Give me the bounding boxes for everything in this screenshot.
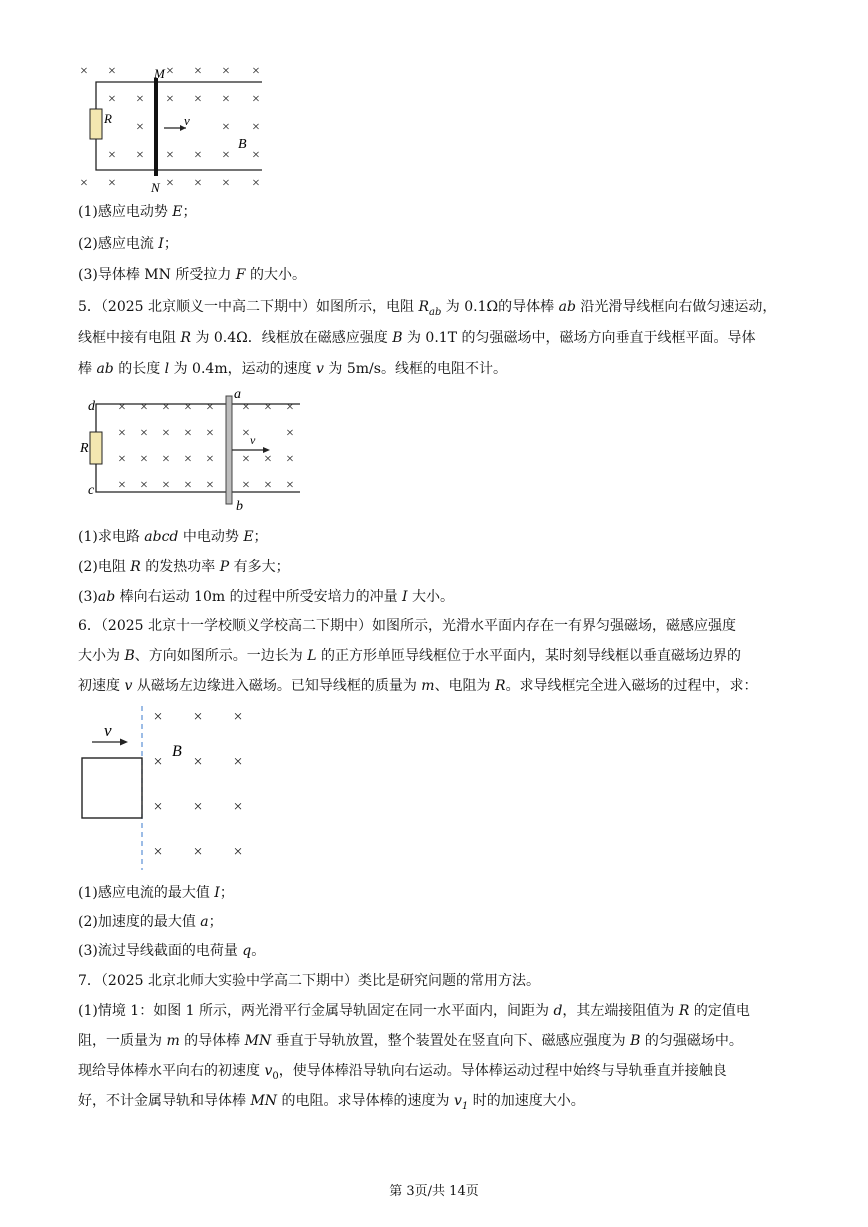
- field-cross-mark: ×: [140, 478, 148, 494]
- field-cross-mark: ×: [242, 452, 250, 468]
- label-B: B: [172, 743, 182, 760]
- q4-sub2: (2)感应电流 I；: [78, 236, 178, 252]
- field-cross-mark: ×: [286, 426, 294, 442]
- field-cross-mark: ×: [166, 176, 174, 192]
- field-cross-mark: ×: [222, 92, 230, 108]
- field-cross-mark: ×: [166, 148, 174, 164]
- field-cross-mark: ×: [233, 753, 243, 771]
- q5-line2: 线框中接有电阻 R 为 0.4Ω．线框放在磁感应强度 B 为 0.1T 的匀强磁场中，磁场方向垂直于线框平面。导体: [78, 330, 756, 346]
- field-cross-mark: ×: [264, 478, 272, 494]
- field-cross-mark: ×: [108, 176, 116, 192]
- field-cross-mark: ×: [118, 426, 126, 442]
- field-cross-mark: ×: [264, 452, 272, 468]
- q5-line1: 5．（2025 北京顺义一中高二下期中）如图所示，电阻 $R_{ab}$ 为 0.1Ω的导体棒 ab 沿光滑导线框向右做匀速运动，: [78, 299, 777, 318]
- field-cross-mark: ×: [286, 478, 294, 494]
- field-cross-mark: ×: [193, 708, 203, 726]
- q7-line5: 好，不计金属导轨和导体棒 MN 的电阻。求导体棒的速度为 $v_1$ 时的加速度大小。: [78, 1093, 585, 1112]
- field-cross-mark: ×: [252, 148, 260, 164]
- label-v: v: [104, 721, 112, 740]
- field-cross-mark: ×: [242, 400, 250, 416]
- field-cross-mark: ×: [136, 148, 144, 164]
- field-cross-mark: ×: [140, 400, 148, 416]
- q5-sub1: (1)求电路 abcd 中电动势 E；: [78, 529, 268, 545]
- field-cross-mark: ×: [153, 708, 163, 726]
- field-cross-mark: ×: [264, 400, 272, 416]
- label-a: a: [234, 387, 241, 402]
- field-cross-mark: ×: [222, 64, 230, 80]
- field-cross-mark: ×: [233, 708, 243, 726]
- field-cross-mark: ×: [108, 148, 116, 164]
- field-cross-mark: ×: [222, 120, 230, 136]
- square-coil: [82, 758, 142, 818]
- q7-line3: 阻，一质量为 m 的导体棒 MN 垂直于导轨放置，整个装置处在竖直向下、磁感应强度为 B 的匀强磁场中。: [78, 1033, 743, 1049]
- field-cross-mark: ×: [80, 176, 88, 192]
- field-cross-mark: ×: [166, 92, 174, 108]
- field-cross-mark: ×: [136, 92, 144, 108]
- conductor-rod-ab: [226, 396, 232, 504]
- field-cross-mark: ×: [108, 92, 116, 108]
- field-cross-mark: ×: [136, 120, 144, 136]
- field-cross-mark: ×: [184, 452, 192, 468]
- q6-sub1: (1)感应电流的最大值 I；: [78, 885, 234, 901]
- q6-line3: 初速度 v 从磁场左边缘进入磁场。已知导线框的质量为 m、电阻为 R。求导线框完全进入磁场的过程中，求：: [78, 678, 758, 694]
- q5-line3: 棒 ab 的长度 l 为 0.4m，运动的速度 v 为 5m/s。线框的电阻不计。: [78, 361, 507, 377]
- field-cross-mark: ×: [242, 478, 250, 494]
- field-cross-mark: ×: [184, 478, 192, 494]
- field-cross-mark: ×: [193, 753, 203, 771]
- field-cross-mark: ×: [286, 400, 294, 416]
- label-M: M: [154, 66, 165, 81]
- field-cross-mark: ×: [194, 148, 202, 164]
- q7-line4: 现给导体棒水平向右的初速度 $v_0$，使导体棒沿导轨向右运动。导体棒运动过程中始终与导轨垂直并接触良: [78, 1063, 727, 1082]
- label-R: R: [104, 111, 112, 126]
- field-cross-mark: ×: [222, 176, 230, 192]
- field-cross-mark: ×: [222, 148, 230, 164]
- field-cross-mark: ×: [193, 843, 203, 861]
- q4-figure: [76, 62, 276, 198]
- q6-line1: 6．（2025 北京十一学校顺义学校高二下期中）如图所示，光滑水平面内存在一有界匀强磁场，磁感应强度: [78, 618, 736, 634]
- label-v: v: [184, 113, 190, 128]
- field-cross-mark: ×: [153, 843, 163, 861]
- q6-sub2: (2)加速度的最大值 a；: [78, 914, 223, 930]
- field-cross-mark: ×: [80, 64, 88, 80]
- resistor-R: [90, 109, 102, 139]
- label-c: c: [88, 483, 95, 498]
- label-d: d: [88, 399, 95, 414]
- field-cross-mark: ×: [194, 64, 202, 80]
- field-cross-mark: ×: [184, 400, 192, 416]
- q4-sub1: (1)感应电动势 E；: [78, 204, 197, 220]
- q6-sub3: (3)流过导线截面的电荷量 q。: [78, 943, 266, 959]
- label-B: B: [238, 137, 247, 152]
- field-cross-mark: ×: [252, 64, 260, 80]
- field-cross-mark: ×: [108, 64, 116, 80]
- q5-figure: [80, 386, 310, 516]
- q6-figure: [78, 704, 268, 874]
- field-cross-mark: ×: [206, 426, 214, 442]
- field-cross-mark: ×: [184, 426, 192, 442]
- page-footer: 第 3页/共 14页: [389, 1184, 479, 1199]
- q5-sub3: (3)ab 棒向右运动 10m 的过程中所受安培力的冲量 I 大小。: [78, 589, 455, 605]
- label-v: v: [250, 433, 256, 447]
- field-cross-mark: ×: [162, 426, 170, 442]
- field-cross-mark: ×: [252, 92, 260, 108]
- field-cross-mark: ×: [140, 426, 148, 442]
- q7-line1: 7．（2025 北京北师大实验中学高二下期中）类比是研究问题的常用方法。: [78, 973, 540, 989]
- field-cross-mark: ×: [118, 478, 126, 494]
- q7-line2: (1)情境 1：如图 1 所示，两光滑平行金属导轨固定在同一水平面内，间距为 d，其左端接阻值为 R 的定值电: [78, 1003, 750, 1019]
- field-cross-mark: ×: [252, 120, 260, 136]
- field-cross-mark: ×: [193, 798, 203, 816]
- field-cross-mark: ×: [286, 452, 294, 468]
- field-cross-mark: ×: [194, 92, 202, 108]
- field-cross-mark: ×: [206, 400, 214, 416]
- field-cross-mark: ×: [206, 452, 214, 468]
- field-cross-mark: ×: [166, 64, 174, 80]
- field-cross-mark: ×: [118, 452, 126, 468]
- q5-sub2: (2)电阻 R 的发热功率 P 有多大；: [78, 559, 290, 575]
- field-cross-mark: ×: [140, 452, 148, 468]
- field-cross-mark: ×: [153, 753, 163, 771]
- field-cross-mark: ×: [162, 400, 170, 416]
- field-cross-mark: ×: [153, 798, 163, 816]
- q4-sub3: (3)导体棒 MN 所受拉力 F 的大小。: [78, 267, 306, 283]
- field-cross-mark: ×: [252, 176, 260, 192]
- field-cross-mark: ×: [233, 798, 243, 816]
- label-N: N: [151, 180, 160, 195]
- conductor-rod-MN: [154, 78, 158, 176]
- field-cross-mark: ×: [162, 478, 170, 494]
- label-R: R: [80, 441, 89, 456]
- resistor-R: [90, 432, 102, 464]
- field-cross-mark: ×: [118, 400, 126, 416]
- field-cross-mark: ×: [162, 452, 170, 468]
- field-cross-mark: ×: [242, 426, 250, 442]
- label-b: b: [236, 499, 243, 514]
- field-cross-mark: ×: [233, 843, 243, 861]
- q6-line2: 大小为 B、方向如图所示。一边长为 L 的正方形单匝导线框位于水平面内，某时刻导线框以垂直磁场边界的: [78, 648, 741, 664]
- field-cross-mark: ×: [194, 176, 202, 192]
- field-cross-mark: ×: [206, 478, 214, 494]
